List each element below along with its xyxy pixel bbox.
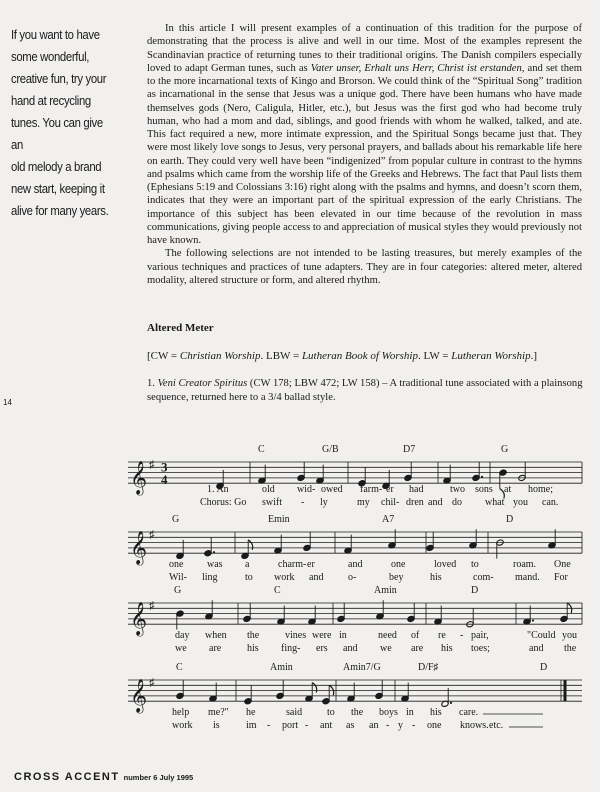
lyric-chorus: work [274,572,295,583]
lyric-verse-1: er [307,559,315,570]
chord-symbol: G/B [322,444,339,455]
lyric-verse-1: roam. [513,559,537,570]
lyric-verse-1: had [409,484,424,495]
treble-clef-icon: 𝄞 [130,680,148,713]
lyric-chorus: work [172,720,193,731]
lyric-verse-1: he [246,707,256,718]
lyric-chorus: Wil- [169,572,187,583]
lyric-verse-1: to [327,707,335,718]
lyric-chorus: fing- [281,643,301,654]
lyric-verse-1: home; [528,484,553,495]
abbreviations-note: [CW = Christian Worship. LBW = Lutheran Book of Worship. LW = Lutheran Worship.] [147,350,538,362]
lyric-chorus: Chorus: Go [200,497,247,508]
chord-symbol: Amin [374,585,397,596]
sharp-icon: ♯ [149,677,155,689]
lyric-chorus: - [267,720,271,731]
lyric-verse-1: One [554,559,571,570]
chord-symbol: Amin [270,662,293,673]
chord-symbol: D [471,585,479,596]
paragraph-2: The following selections are not intended to be lasting treasures, but merely examples of the various techniques and practices of tune adapters. They are in four categories: altered meter, altered modality, altered structure or form, and altered rhythm. [147,248,582,286]
note-dot [213,551,215,553]
time-signature-bottom: 4 [161,472,168,488]
lyric-verse-1: at [504,484,512,495]
lyric-chorus: an [369,720,379,731]
lyric-verse-1: vines [285,630,307,641]
lyric-chorus: one [427,720,442,731]
note-flag [248,540,252,550]
treble-clef-icon: 𝄞 [130,603,148,636]
lyric-chorus: we [380,643,392,654]
lyric-chorus: swift [262,497,282,508]
lyric-chorus: ers [316,643,328,654]
chord-symbol: C [176,662,183,673]
lyric-chorus: - [301,497,305,508]
lyric-chorus: ly [320,497,328,508]
lyric-chorus: to [245,572,253,583]
lyric-verse-1: 1. An [207,484,229,495]
lyric-verse-1: "Could [527,630,556,641]
lyric-chorus: and [529,643,544,654]
lyric-chorus: what [485,497,505,508]
note-dot [532,619,534,621]
lyric-verse-1: boys [379,707,398,718]
lyric-verse-1: you [562,630,577,641]
lyric-verse-1: to [471,559,479,570]
chord-symbol: A7 [382,514,395,525]
lyric-chorus: im [246,720,257,731]
tune-titles: Vater unser, Erhalt uns Herr, Christ ist erstanden, [310,62,525,74]
lyric-chorus: - [305,720,309,731]
chord-symbol: Emin [268,514,290,525]
lyric-chorus: and [309,572,324,583]
note-flag [312,683,317,693]
lyric-chorus: are [411,643,424,654]
chord-symbol: G [501,444,509,455]
lyric-chorus: toes; [471,643,490,654]
lyric-chorus: y [398,720,403,731]
page-number: 14 [3,398,12,407]
lyric-chorus: mand. [515,572,540,583]
lyric-verse-1: loved [434,559,457,570]
lyric-chorus: bey [389,572,404,583]
pull-quote: If you want to have some wonderful, creative fun, try your hand at recycling tunes. You can give an old melody a brand new start, keeping it alive for many years. [11,27,109,218]
lyric-verse-1: a [245,559,250,570]
lyric-verse-1: help [172,707,190,718]
lyric-chorus: ant [320,720,333,731]
lyric-chorus: do [452,497,462,508]
treble-clef-icon: 𝄞 [130,532,148,565]
lyric-verse-1: farm- [360,484,383,495]
chord-symbol: D [540,662,548,673]
lyric-chorus: chil- [381,497,400,508]
lyric-chorus: - [386,720,390,731]
lyric-verse-1: one [169,559,184,570]
time-signature-top: 3 [161,459,168,475]
chord-symbol: G [172,514,180,525]
lyric-chorus: etc. [489,720,504,731]
lyric-verse-1: two [450,484,465,495]
lyric-chorus: his [430,572,442,583]
lyric-chorus: the [564,643,577,654]
lyric-chorus: o- [348,572,357,583]
lyric-chorus: we [175,643,187,654]
lyric-verse-1: the [247,630,260,641]
lyric-chorus: my [357,497,370,508]
lyric-chorus: is [213,720,220,731]
lyric-verse-1: - [460,630,464,641]
paragraph-1: In this article I will present examples of a continuation of this tradition for the purpose of demonstrating that the process is alive and well in our time. Most of the examples represent the Scandinavian practice of returning tunes to their traditional origins. The Danish compilers especially loved to adapt German tunes, such as Vater unser, Erhalt uns Herr, Christ ist erstanden, and set them to the more incarnational texts of Kingo and Brorson. We could think of the “Spiritual Song” tradition as incarnational in the sense that Jesus was a unique god. There have been humans who have made themselves gods (Nero, Caligula, Hitler, etc.), but Jesus was the first god who had become truly human, who had a mom and dad, siblings, and good friends with whom he walked, talked, and ate. This fact required a new, more intimate expression, and the Spiritual Songs became just that. They were most likely love songs to Jesus, very personal prayers, and ballads about his remarkable life here on earth. They could very well have been “indigenized” from popular culture in contrast to the hymns and psalms which came from the worship life of the Greeks and Hebrews. The fact that Paul lists them (Ephesians 5:19 and Colossians 3:16) right along with the psalms and hymns, and doesn’t scorn them, indicates that they were an important part of the spiritual expression of the early Christians. The importance of this subject has been elevated in our time because of the revolution in mass communications, giving people access to and appreciation of musical styles they would previously not have known. [147,23,582,246]
example-1-caption: 1. Veni Creator Spiritus (CW 178; LBW 472; LW 158) – A traditional tune associated with a plainsong sequence, returned here to a 3/4 ballad style. [147,378,583,403]
lyric-chorus: you [513,497,528,508]
sharp-icon: ♯ [149,459,155,471]
chord-symbol: D [506,514,514,525]
lyric-chorus: can. [542,497,559,508]
lyric-chorus: - [412,720,416,731]
lyric-chorus: port [282,720,299,731]
lyric-chorus: dren [406,497,424,508]
lyric-verse-1: of [411,630,420,641]
lyric-verse-1: er [386,484,394,495]
chord-symbol: D7 [403,444,416,455]
chord-symbol: G [174,585,182,596]
lyric-chorus: and [428,497,443,508]
lyric-chorus: ling [202,572,218,583]
lyric-chorus: as [346,720,355,731]
lyric-verse-1: when [205,630,227,641]
lyric-verse-1: were [312,630,332,641]
note-dot [481,476,483,478]
lyric-verse-1: his [430,707,442,718]
lyric-verse-1: and [348,559,363,570]
lyric-verse-1: re [438,630,446,641]
lyric-chorus: are [209,643,222,654]
lyric-verse-1: day [175,630,190,641]
lyric-verse-1: in [406,707,414,718]
lyric-verse-1: need [378,630,397,641]
section-heading: Altered Meter [147,322,214,334]
lyric-verse-1: in [339,630,347,641]
lyric-chorus: his [247,643,259,654]
chord-symbol: C [258,444,265,455]
lyric-verse-1: old [262,484,275,495]
treble-clef-icon: 𝄞 [130,462,148,495]
lyric-verse-1: me?" [208,707,229,718]
chord-symbol: Amin7/G [343,662,381,673]
sharp-icon: ♯ [149,529,155,541]
lyric-chorus: com- [473,572,494,583]
note-dot [450,702,452,704]
sharp-icon: ♯ [149,600,155,612]
lyric-chorus: For [554,572,568,583]
lyric-verse-1: wid- [297,484,316,495]
lyric-verse-1: said [286,707,303,718]
lyric-verse-1: owed [321,484,343,495]
lyric-chorus: knows. [460,720,489,731]
lyric-chorus: his [441,643,453,654]
lyric-verse-1: charm- [278,559,307,570]
lyric-verse-1: one [391,559,406,570]
chord-symbol: C [274,585,281,596]
lyric-verse-1: sons [475,484,493,495]
lyric-chorus: and [343,643,358,654]
footer: CROSS ACCENT number 6 July 1995 [14,771,194,783]
lyric-verse-1: pair, [471,630,489,641]
lyric-verse-1: was [207,559,223,570]
lyric-verse-1: care. [459,707,479,718]
lyric-verse-1: the [351,707,364,718]
chord-symbol: D/F♯ [418,662,439,673]
